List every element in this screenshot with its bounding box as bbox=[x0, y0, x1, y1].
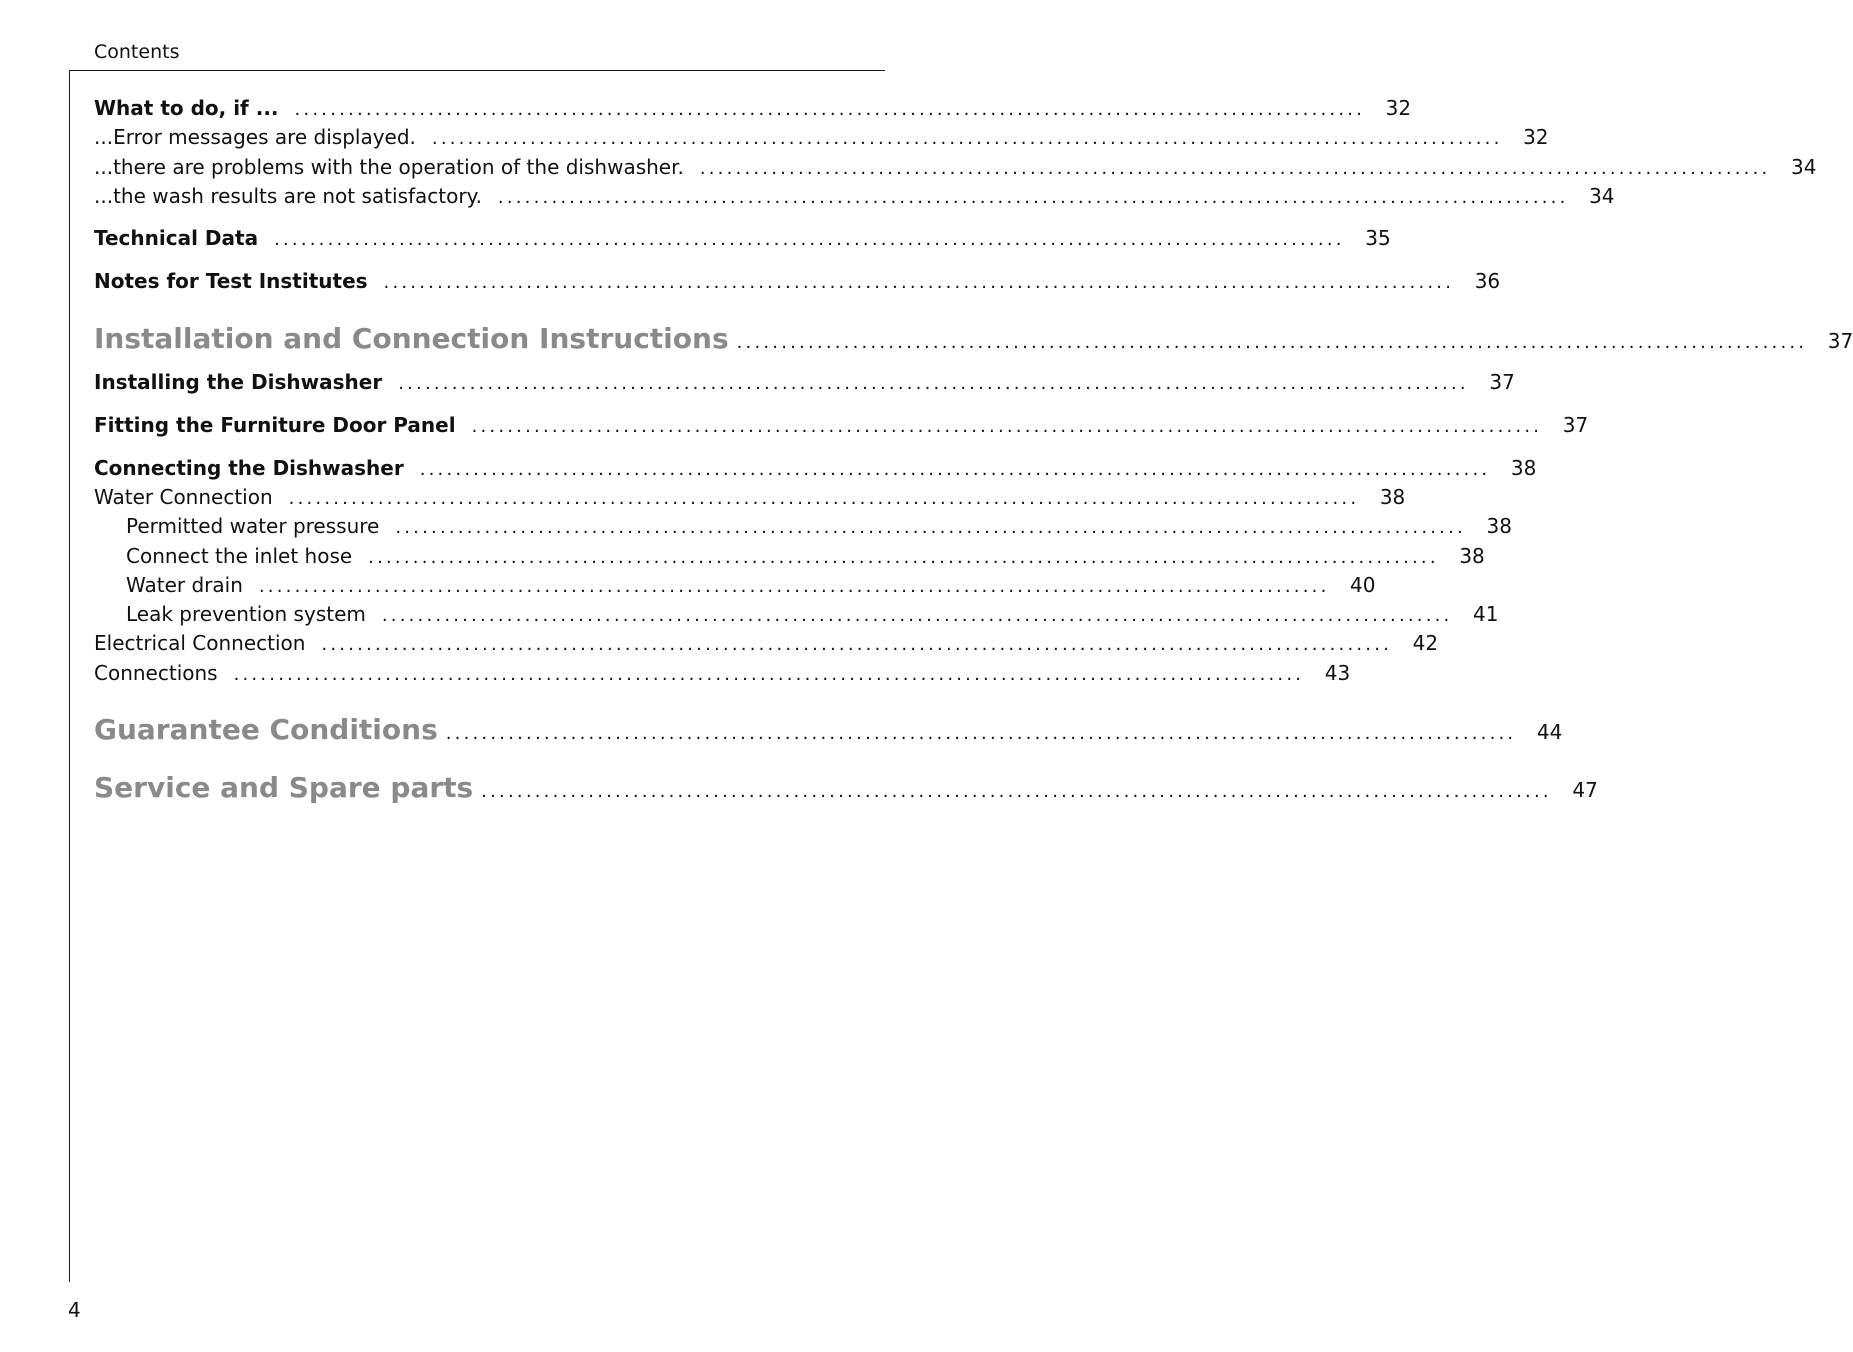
toc-entry-page: 38 bbox=[1379, 485, 1406, 509]
toc-entry-title: Water drain bbox=[126, 573, 243, 597]
toc-entry-water-drain[interactable] bbox=[94, 573, 1376, 597]
toc-entry-title: Connect the inlet hose bbox=[126, 544, 353, 568]
toc-entry-page: 34 bbox=[1589, 184, 1615, 208]
dot-leader: ........................................................................................................................ bbox=[294, 99, 1366, 120]
dot-leader: ........................................................................................................................ bbox=[233, 664, 1305, 685]
toc-entry-title: Technical Data bbox=[94, 226, 259, 250]
toc-section-title: Installation and Connection Instructions bbox=[94, 322, 729, 355]
toc-entry-connections[interactable] bbox=[94, 661, 1351, 685]
toc-entry-door-panel[interactable] bbox=[94, 413, 1589, 437]
dot-leader: ........................................................................................................................ bbox=[321, 634, 1393, 655]
toc-entry-title: Connecting the Dishwasher bbox=[94, 456, 404, 480]
toc-entry-page: 43 bbox=[1324, 661, 1351, 685]
toc-entry-page: 32 bbox=[1523, 125, 1549, 149]
toc-entry-page: 42 bbox=[1412, 631, 1439, 655]
dot-leader: ........................................................................................................................ bbox=[383, 272, 1455, 293]
toc-entry-water-connection[interactable] bbox=[94, 485, 1406, 509]
toc-entry-water-pressure[interactable] bbox=[94, 514, 1512, 538]
toc-entry-page: 32 bbox=[1385, 96, 1412, 120]
margin-rule bbox=[69, 70, 70, 1282]
toc-entry-title: Fitting the Furniture Door Panel bbox=[94, 413, 456, 437]
toc-entry-page: 37 bbox=[1489, 370, 1515, 394]
toc-entry-operation-problems[interactable] bbox=[94, 155, 1817, 179]
toc-entry-title: Leak prevention system bbox=[126, 602, 366, 626]
dot-leader: ........................................................................................................................ bbox=[419, 459, 1491, 480]
toc-entry-title: Water Connection bbox=[94, 485, 273, 509]
dot-leader: ........................................................................................................................ bbox=[288, 488, 1360, 509]
toc-entry-electrical[interactable] bbox=[94, 631, 1439, 655]
toc-entry-page: 40 bbox=[1350, 573, 1376, 597]
toc-entry-page: 37 bbox=[1562, 413, 1589, 437]
toc-section-title: Service and Spare parts bbox=[94, 771, 474, 804]
dot-leader: ........................................................................................................................ bbox=[699, 158, 1771, 179]
toc-entry-connecting[interactable] bbox=[94, 456, 1537, 480]
table-of-contents bbox=[94, 0, 1853, 900]
dot-leader: ........................................................................................................................ bbox=[431, 128, 1503, 149]
toc-section-installation[interactable] bbox=[94, 322, 1853, 355]
dot-leader: ........................................................................................................................ bbox=[368, 547, 1439, 568]
dot-leader: ........................................................................................................................ bbox=[381, 605, 1453, 626]
dot-leader: ........................................................................................................................ bbox=[736, 332, 1808, 353]
toc-entry-leak-prevention[interactable] bbox=[94, 602, 1499, 626]
toc-entry-inlet-hose[interactable] bbox=[94, 544, 1485, 568]
toc-entry-title: Electrical Connection bbox=[94, 631, 306, 655]
toc-entry-title: Installing the Dishwasher bbox=[94, 370, 383, 394]
dot-leader: ........................................................................................................................ bbox=[258, 576, 1330, 597]
toc-entry-error-messages[interactable] bbox=[94, 125, 1549, 149]
toc-entry-title: Permitted water pressure bbox=[126, 514, 380, 538]
toc-entry-page: 34 bbox=[1791, 155, 1817, 179]
toc-entry-page: 38 bbox=[1486, 514, 1512, 538]
toc-section-title: Guarantee Conditions bbox=[94, 713, 438, 746]
toc-entry-page: 38 bbox=[1510, 456, 1537, 480]
toc-entry-page: 44 bbox=[1536, 720, 1563, 744]
dot-leader: ........................................................................................................................ bbox=[481, 781, 1552, 802]
dot-leader: ........................................................................................................................ bbox=[497, 187, 1569, 208]
toc-entry-title: Notes for Test Institutes bbox=[94, 269, 368, 293]
running-header: Contents bbox=[94, 41, 180, 63]
toc-entry-title: ...Error messages are displayed. bbox=[94, 125, 416, 149]
dot-leader: ........................................................................................................................ bbox=[471, 416, 1543, 437]
toc-entry-page: 37 bbox=[1827, 329, 1853, 353]
page-number: 4 bbox=[68, 1298, 81, 1322]
toc-entry-technical-data[interactable] bbox=[94, 226, 1391, 250]
dot-leader: ........................................................................................................................ bbox=[398, 373, 1469, 394]
toc-section-guarantee[interactable] bbox=[94, 713, 1563, 746]
toc-entry-page: 35 bbox=[1365, 226, 1391, 250]
dot-leader: ........................................................................................................................ bbox=[274, 229, 1345, 250]
toc-entry-page: 36 bbox=[1474, 269, 1501, 293]
toc-entry-page: 41 bbox=[1473, 602, 1499, 626]
dot-leader: ........................................................................................................................ bbox=[395, 517, 1466, 538]
toc-entry-page: 47 bbox=[1572, 778, 1598, 802]
toc-entry-page: 38 bbox=[1459, 544, 1485, 568]
toc-entry-title: ...the wash results are not satisfactory. bbox=[94, 184, 482, 208]
toc-entry-what-to-do[interactable] bbox=[94, 96, 1412, 120]
dot-leader: ........................................................................................................................ bbox=[445, 723, 1517, 744]
toc-entry-wash-results[interactable] bbox=[94, 184, 1615, 208]
toc-entry-installing[interactable] bbox=[94, 370, 1515, 394]
toc-entry-title: Connections bbox=[94, 661, 218, 685]
toc-section-service[interactable] bbox=[94, 771, 1598, 804]
toc-entry-title: ...there are problems with the operation of the dishwasher. bbox=[94, 155, 684, 179]
toc-entry-title: What to do, if ... bbox=[94, 96, 279, 120]
toc-entry-test-institutes[interactable] bbox=[94, 269, 1501, 293]
